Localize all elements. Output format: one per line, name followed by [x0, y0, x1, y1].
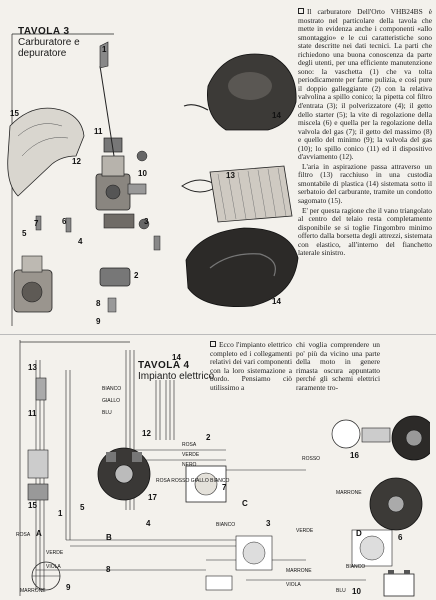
callout-14a: 14: [272, 111, 281, 120]
switch-component: [28, 450, 48, 478]
wire-label-viola: VIOLA: [46, 564, 61, 570]
tavola3-subtitle-2: depuratore: [18, 48, 67, 59]
wire-label-blu-2: BLU: [336, 588, 346, 594]
carburetor-assembled: [14, 256, 52, 312]
section-divider: [0, 334, 436, 335]
air-filter-element: [210, 166, 292, 222]
wire-label-marrone-3: MARRONE: [286, 568, 312, 574]
callout-a: A: [36, 529, 42, 538]
horn-component: [36, 378, 46, 400]
callout-4: 4: [146, 519, 151, 528]
wire-label-rosso: ROSSO: [302, 456, 321, 462]
tavola3-heading: [18, 26, 80, 59]
callout-15: 15: [10, 109, 19, 118]
regulator: [186, 466, 226, 502]
tavola3-article-text: [298, 8, 432, 259]
callout-5: 5: [22, 229, 27, 238]
callout-7: 7: [34, 219, 39, 228]
callout-16: 16: [350, 451, 359, 460]
carburetor-body: [96, 138, 146, 228]
wire-label-marrone: MARRONE: [20, 588, 46, 594]
callout-17: 17: [148, 493, 157, 502]
callout-13: 13: [28, 363, 37, 372]
callout-15: 15: [28, 501, 37, 510]
tavola4-title: TAVOLA 4: [138, 360, 190, 371]
callout-10: 10: [138, 169, 147, 178]
callout-1: 1: [58, 509, 63, 518]
callout-13: 13: [226, 171, 235, 180]
callout-8: 8: [106, 565, 111, 574]
callout-2: 2: [134, 271, 139, 280]
wire-label-verde: VERDE: [46, 550, 64, 556]
callout-6: 6: [398, 533, 403, 542]
stator-plate-right: [370, 478, 422, 530]
wire-label-marrone-2: MARRONE: [336, 490, 362, 496]
tavola4-subtitle: Impianto elettrico: [138, 371, 215, 382]
tavola3-paragraph-3: E' per questa ragione che il vano triangolato al centro del telaio resta completamente disponibile se si toglie l'ingombro minimo offerto dalla borsetta degli attrezzi, sistemata con elastico, all'interno del fianchetto laterale sinistro.: [298, 205, 433, 258]
bullet-box-icon: [298, 8, 304, 14]
callout-c: C: [242, 499, 248, 508]
tavola3-paragraph-2: L'aria in aspirazione passa attraverso un filtro (13) racchiuso in una custodia smontabile di plastica (14) sistemata sotto il serbatoio del carburante, tramite un condotto sagomato (15).: [298, 161, 432, 206]
wire-label-verde-3: VERDE: [296, 528, 314, 534]
tavola3-subtitle-1: Carburatore e: [18, 37, 80, 48]
air-filter-housing-bottom: [186, 228, 298, 307]
callout-9: 9: [66, 583, 71, 592]
wire-label-nero: NERO: [182, 462, 197, 468]
wire-label-bianco-2: BIANCO: [216, 522, 236, 528]
connector-label: ROSA ROSSO GIALLO BIANCO: [156, 478, 230, 484]
callout-12: 12: [142, 429, 151, 438]
callout-9: 9: [96, 317, 101, 326]
wire-label-blu: BLU: [102, 410, 112, 416]
flywheel: [392, 416, 430, 460]
tavola4-text-column-2: chi voglia comprendere un po' più da vicino una parte della moto in genere rimasta oscura appuntatto perché gli schemi elettrici raramente tro-: [296, 340, 380, 392]
ignition-coil: [332, 420, 390, 448]
intake-duct: [8, 108, 84, 196]
callout-2: 2: [206, 433, 211, 442]
stator-plate: [98, 448, 150, 500]
callout-8: 8: [96, 299, 101, 308]
callout-3: 3: [266, 519, 271, 528]
wire-label-viola-2: VIOLA: [286, 582, 301, 588]
tavola3-title: TAVOLA 3: [18, 26, 70, 37]
tavola4-text-1: Ecco l'impianto elettrico completo ed i collegamenti relativi dei vari componenti con la loro sistemazione a bordo. Pensiamo ciò utilissimo a: [210, 340, 292, 392]
wire-label-verde-2: VERDE: [182, 452, 200, 458]
callout-11: 11: [94, 127, 103, 136]
wire-label-giallo: GIALLO: [102, 398, 121, 404]
callout-1: 1: [102, 45, 107, 54]
callout-6: 6: [62, 217, 67, 226]
callout-14b: 14: [272, 297, 281, 306]
callout-d: D: [356, 529, 362, 538]
wire-label-rosa: ROSA: [16, 532, 31, 538]
battery: [384, 570, 414, 596]
wire-label-bianco-3: BIANCO: [346, 564, 366, 570]
wire-label-rosa-2: ROSA: [182, 442, 197, 448]
tavola3-paragraph-1: Il carburatore Dell'Orto VHB24BS è mostrato nel particolare della tavola che mette in evidenza anche i componenti «allo smontaggio» e le cui caratteristiche sono state descritte nei dati tecnici. La parti che richiedono una buona conoscenza da parte degli utenti, per una efficiente manutenzione sono: la vaschetta (1) che va tolta periodicamente per farne pulizia, e così pure il doppio galleggiante (2) con la relativa valvolina a spillo conico; la pipetta col filtro d'entrata (3); il polverizzatore (4); il getto dello starter (5); la vite di regolazione della miscela (6) e quella per la regolazione della valvola del gas (7); il getto del massimo (8) e quello del minimo (9); la valvola del gas (10); lo spillo conico (11) ed il dispositivo d'avviamento (12).: [298, 7, 432, 162]
connector-block: [236, 536, 272, 570]
tavola4-heading: [138, 360, 214, 382]
callout-11: 11: [28, 409, 37, 418]
callout-4: 4: [78, 237, 83, 246]
bullet-box-icon-2: [210, 341, 216, 347]
tavola4-text-column-1: [210, 341, 292, 392]
callout-12: 12: [72, 157, 81, 166]
callout-10: 10: [352, 587, 361, 596]
callout-7: 7: [222, 483, 227, 492]
callout-3: 3: [144, 217, 149, 226]
wire-label-bianco: BIANCO: [102, 386, 122, 392]
callout-b: B: [106, 533, 112, 542]
callout-5: 5: [80, 503, 85, 512]
callout-14: 14: [172, 353, 181, 362]
